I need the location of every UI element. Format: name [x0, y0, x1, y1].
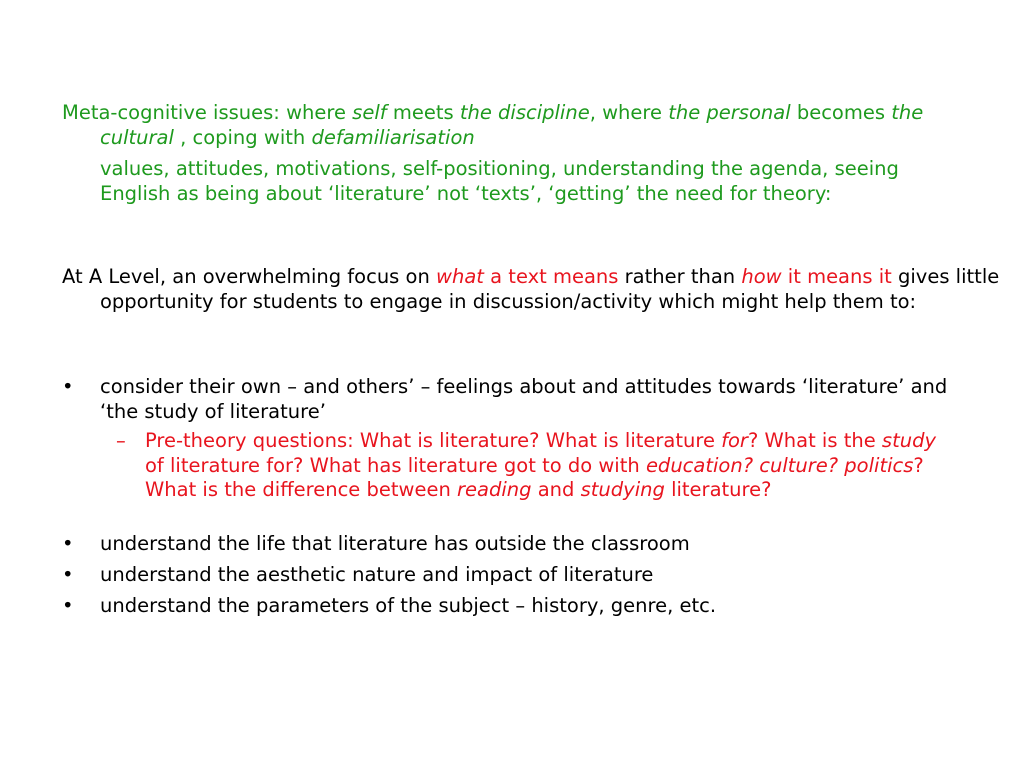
- bullet-marker: •: [62, 594, 74, 617]
- a-level-paragraph: [62, 265, 1000, 314]
- para2-text-1: At A Level, an overwhelming focus on: [62, 265, 437, 288]
- bullet-text: understand the parameters of the subject – history, genre, etc.: [100, 594, 717, 617]
- sub1-text-11: literature?: [664, 478, 772, 501]
- sub1-text-5: of literature for? What has literature got to do with: [145, 453, 646, 477]
- values-paragraph: values, attitudes, motivations, self-positioning, understanding the agenda, seeing English as being about ‘literature’ not ‘texts’, ‘getting’ the need for theory:: [100, 157, 899, 205]
- bullet-text: consider their own – and others’ – feelings about and attitudes towards ‘literature’ and ‘the study of literature’: [100, 375, 948, 423]
- para1-text-8: the cultural: [100, 101, 924, 149]
- para1-text-1: Meta-cognitive issues: where: [62, 101, 353, 124]
- bullet-marker: •: [62, 532, 74, 555]
- sub1-text-study: study: [881, 429, 937, 452]
- para1-text-2: self: [352, 101, 387, 124]
- para1-text-9: , coping with: [173, 125, 312, 149]
- para2-text-what: what: [436, 265, 484, 288]
- para2-text-means-it: it means it: [781, 265, 892, 288]
- bullet-marker: •: [62, 375, 74, 398]
- para1-text-4: the discipline: [459, 101, 590, 124]
- para2-text-how: how: [741, 265, 782, 288]
- para1-text-3: meets: [386, 101, 460, 124]
- sub1-text-3: ? What is the: [747, 429, 882, 452]
- para1-text-5: , where: [589, 101, 669, 124]
- sub1-text-reading: reading: [457, 478, 532, 501]
- sub1-text-7: ? What is the difference between: [145, 453, 924, 501]
- para1-text-7: becomes: [790, 101, 892, 124]
- para1-text-6: the personal: [668, 101, 791, 124]
- para2-text-means: a text means: [483, 265, 619, 288]
- sub1-text-9: and: [531, 478, 581, 501]
- bullet-marker: •: [62, 563, 74, 586]
- sub1-text-for: for: [721, 429, 748, 452]
- dash-marker: –: [116, 429, 126, 452]
- sub1-text-1: Pre-theory questions: What is literature? What is literature: [145, 429, 722, 452]
- bullet-text: understand the aesthetic nature and impact of literature: [100, 563, 654, 586]
- bullet-text: understand the life that literature has outside the classroom: [100, 532, 690, 555]
- para2-text-7: gives little opportunity for students to engage in discussion/activity which might help them to:: [100, 265, 1000, 313]
- para2-text-4: rather than: [618, 265, 742, 288]
- sub-item-text: [145, 429, 956, 503]
- meta-cognitive-paragraph: [62, 101, 1000, 150]
- para1-text-10: defamiliarisation: [311, 125, 475, 149]
- sub1-text-education: education? culture? politics: [645, 453, 914, 477]
- sub1-text-studying: studying: [580, 478, 665, 501]
